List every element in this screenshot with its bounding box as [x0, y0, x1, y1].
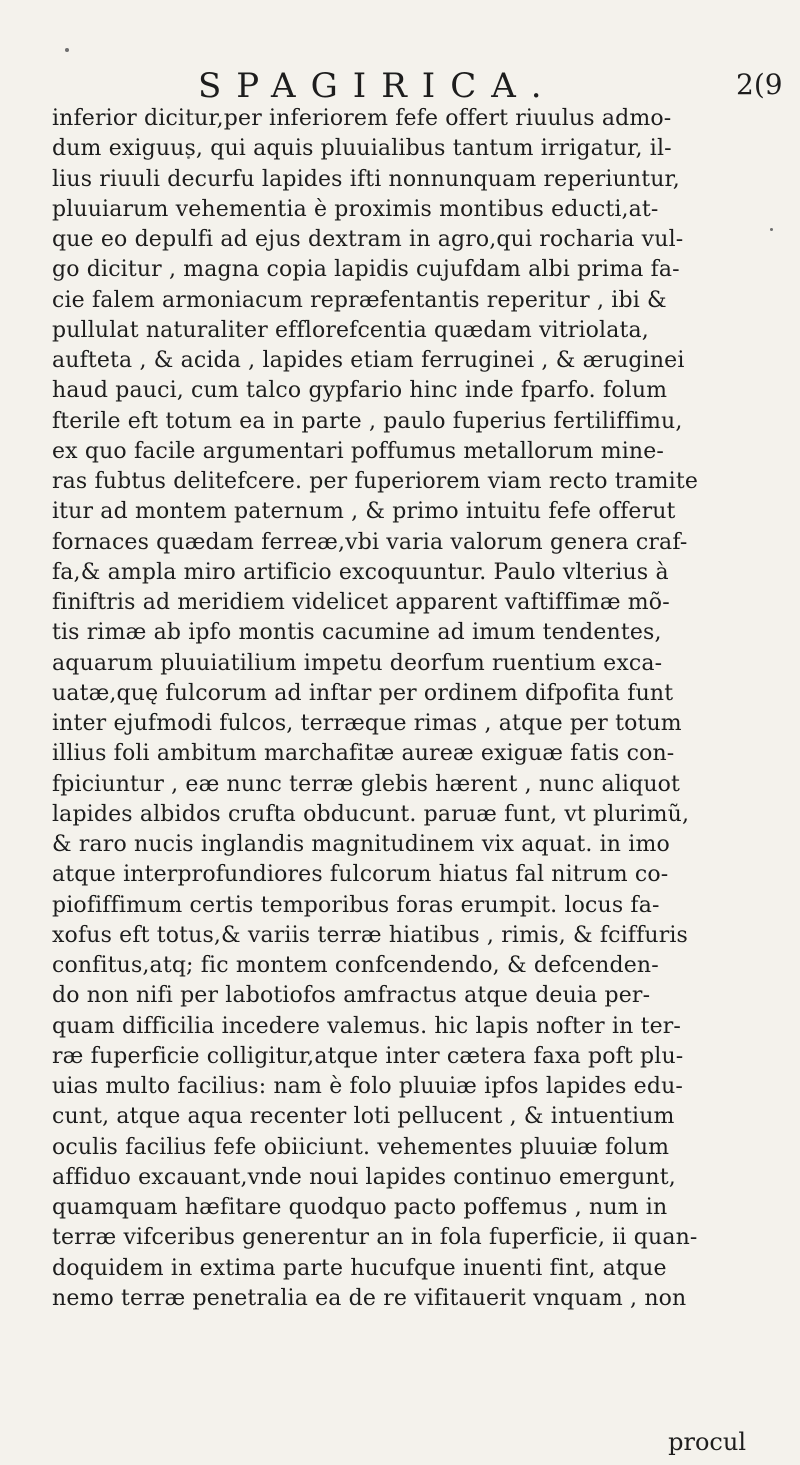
- text-line: inter ejufmodi fulcos, terræque rimas , atque per totum: [52, 711, 682, 736]
- text-line: & raro nucis inglandis magnitudinem vix aquat. in imo: [52, 832, 670, 857]
- text-line: ex quo facile argumentari poffumus metallorum mine-: [52, 438, 664, 464]
- page-header: [0, 66, 800, 106]
- text-line: piofiffimum certis temporibus foras erumpit. locus fa-: [52, 892, 660, 918]
- text-line: nemo terræ penetralia ea de re vifitauerit vnquam , non: [52, 1285, 687, 1311]
- text-line: fa,& ampla miro artificio excoquuntur. Paulo vlterius à: [52, 559, 669, 585]
- text-line: finiftris ad meridiem videlicet apparent vaftiffimæ mõ-: [52, 590, 670, 615]
- print-speck: [65, 48, 69, 52]
- text-line: pullulat naturaliter efflorefcentia quædam vitriolata,: [52, 317, 649, 343]
- text-line: cunt, atque aqua recenter loti pellucent , & intuentium: [52, 1104, 675, 1130]
- text-line: tis rimæ ab ipfo montis cacumine ad imum tendentes,: [52, 620, 662, 646]
- text-line: do non nifi per labotiofos amfractus atque deuia per-: [52, 983, 651, 1009]
- text-line: cie falem armoniacum repræfentantis reperitur , ibi &: [52, 287, 667, 313]
- text-line: haud pauci, cum talco gypfario hinc inde fparfo. folum: [52, 378, 668, 404]
- text-line: oculis facilius fefe obiiciunt. vehementes pluuiæ folum: [52, 1134, 670, 1160]
- text-line: lapides albidos crufta obducunt. paruæ funt, vt plurimũ,: [52, 801, 690, 827]
- text-line: fterile eft totum ea in parte , paulo fuperius fertiliffimu,: [52, 408, 683, 434]
- text-line: illius foli ambitum marchafitæ aureæ exiguæ fatis con-: [52, 741, 675, 767]
- text-line: inferior dicitur,per inferiorem fefe offert riuulus admo-: [52, 106, 672, 131]
- catchword: procul: [668, 1428, 746, 1456]
- text-line: doquidem in extima parte hucufque inuenti fint, atque: [52, 1255, 667, 1281]
- text-line: uias multo facilius: nam è folo pluuiæ ipfos lapides edu-: [52, 1074, 683, 1099]
- text-line: ræ fuperficie colligitur,atque inter cætera faxa poft plu-: [52, 1043, 684, 1069]
- text-line: itur ad montem paternum , & primo intuitu fefe offerut: [52, 499, 676, 525]
- text-line: quam difficilia incedere valemus. hic lapis nofter in ter-: [52, 1013, 681, 1039]
- print-speck: [770, 228, 773, 231]
- running-head: SPAGIRICA.: [198, 66, 557, 106]
- text-line: confitus,atq; fic montem confcendendo, & defcenden-: [52, 953, 659, 978]
- text-line: xofus eft totus,& variis terræ hiatibus , rimis, & fciffuris: [52, 922, 688, 948]
- text-line: uatæ,quę fulcorum ad inftar per ordinem difpofita funt: [52, 680, 674, 706]
- page-number: 2(9: [736, 68, 783, 101]
- text-line: terræ vifceribus generentur an in fola fuperficie, ii quan-: [52, 1225, 698, 1251]
- text-line: lius riuuli decurfu lapides ifti nonnunquam reperiuntur,: [52, 166, 680, 192]
- body-text: [52, 104, 762, 1314]
- text-line: go dicitur , magna copia lapidis cujufdam albi prima fa-: [52, 257, 680, 283]
- text-line: aufteta , & acida , lapides etiam ferruginei , & æruginei: [52, 348, 685, 373]
- text-line: ras fubtus delitefcere. per fuperiorem viam recto tramite: [52, 469, 699, 494]
- text-line: fornaces quædam ferreæ,vbi varia valorum genera craf-: [52, 529, 688, 555]
- text-line: que eo depulfi ad ejus dextram in agro,qui rocharia vul-: [52, 227, 684, 252]
- text-line: dum exiguus, qui aquis pluuialibus tantum irrigatur, il-: [52, 136, 672, 162]
- text-line: fpiciuntur , eæ nunc terræ glebis hærent , nunc aliquot: [52, 771, 681, 797]
- text-line: aquarum pluuiatilium impetu deorfum ruentium exca-: [52, 650, 663, 676]
- text-line: pluuiarum vehementia è proximis montibus educti,at-: [52, 196, 659, 222]
- text-line: quamquam hæfitare quodquo pacto poffemus , num in: [52, 1195, 668, 1220]
- text-line: atque interprofundiores fulcorum hiatus fal nitrum co-: [52, 862, 669, 888]
- text-line: affiduo excauant,vnde noui lapides continuo emergunt,: [52, 1164, 676, 1190]
